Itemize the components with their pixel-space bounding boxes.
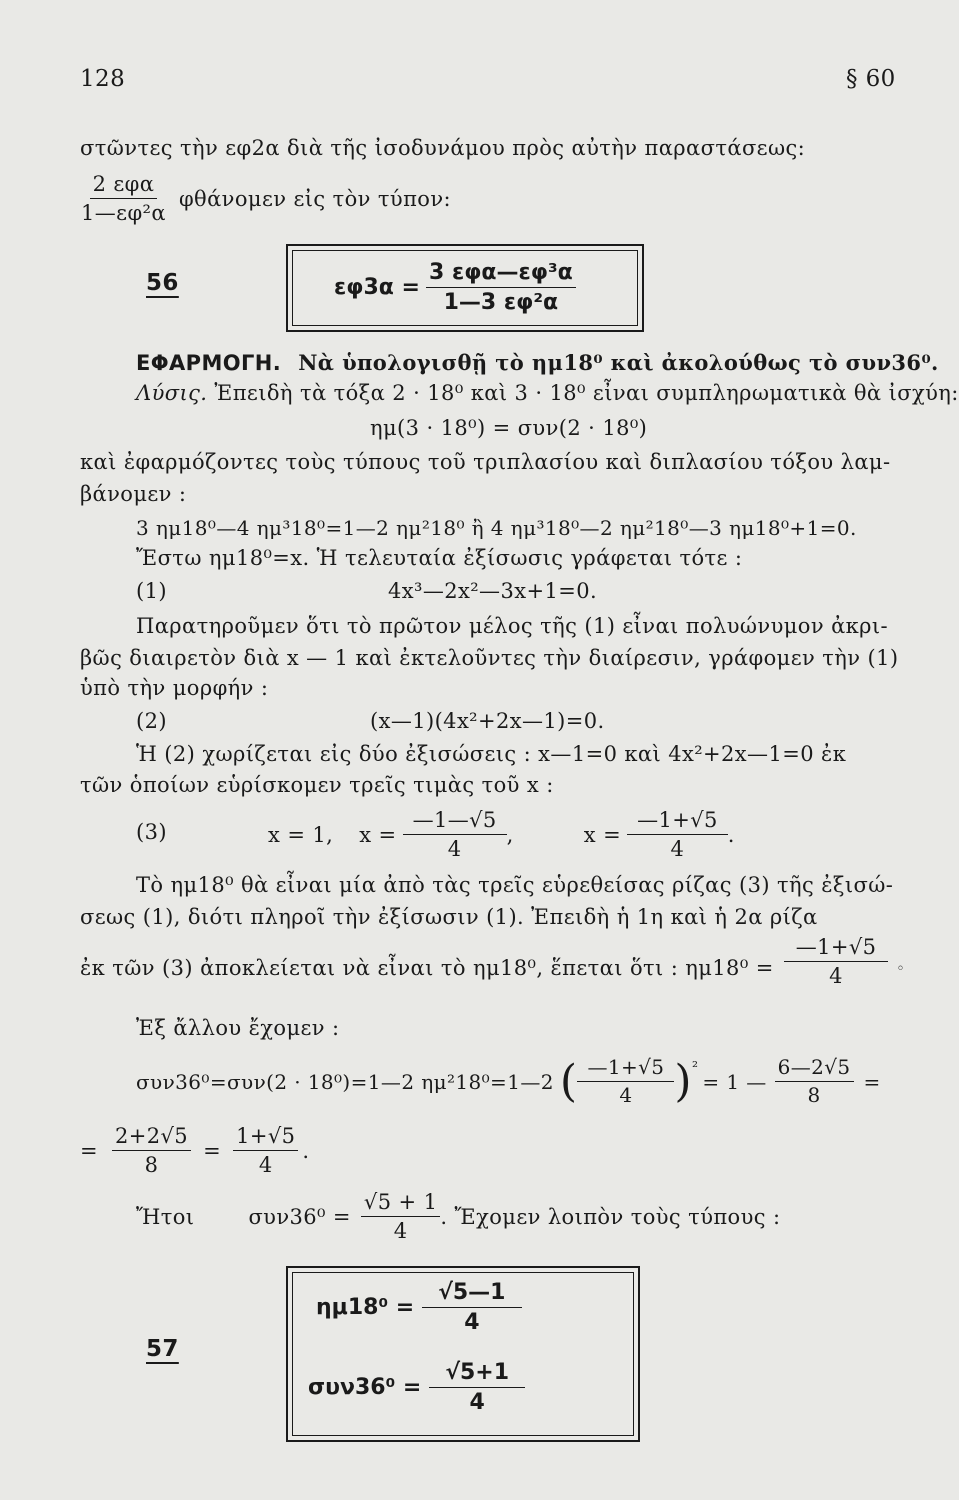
equation-2: (x—1)(4x²+2x—1)=0. (370, 709, 605, 733)
fraction-numerator: 3 εφα—εφ³α (426, 260, 576, 288)
fraction-denominator: 4 (447, 837, 462, 862)
fraction-numerator: 6—2√5 (775, 1056, 854, 1082)
cos36-mid: = 1 — (702, 1069, 767, 1094)
root-1: x = 1, (268, 822, 334, 847)
cos36-fraction-2 (112, 1124, 191, 1177)
substitution-line: Ἔστω ημ18⁰=x. Ἡ τελευταία ἐξίσωσις γράφεται τότε : (136, 546, 743, 570)
fraction-denominator: 4 (829, 964, 843, 989)
text-line: Ἡ (2) χωρίζεται εἰς δύο ἐξισώσεις : x—1=0 καὶ 4x²+2x—1=0 ἐκ (136, 742, 847, 766)
solution-text: Ἐπειδὴ τὰ τόξα 2 · 18⁰ καὶ 3 · 18⁰ εἶναι συμπληρωματικὰ θὰ ἰσχύη: (214, 381, 959, 405)
cos36-fraction (429, 1360, 525, 1416)
fraction-numerator: 1+√5 (233, 1124, 298, 1151)
root-3-fraction (627, 808, 728, 861)
formula-56 (334, 260, 576, 316)
fraction-denominator: 4 (469, 1390, 485, 1416)
formula-57-cos (308, 1360, 525, 1416)
solution-line (136, 381, 959, 405)
application-task: Νὰ ὑπολογισθῇ τὸ ημ18⁰ καὶ ἀκολούθως τὸ συν36⁰. (298, 350, 939, 375)
cos36-lhs: συν36⁰ = (308, 1375, 422, 1401)
cos36-derivation (136, 1056, 881, 1107)
end-mark: ◦ (896, 960, 906, 977)
text-line: βῶς διαιρετὸν διὰ x — 1 καὶ ἐκτελοῦντες τὴν διαίρεσιν, γράφομεν τὴν (1) (80, 646, 899, 670)
text-line: Παρατηροῦμεν ὅτι τὸ πρῶτον μέλος τῆς (1) εἶναι πολυώνυμον ἀκρι- (136, 614, 889, 638)
fraction-numerator: 2+2√5 (112, 1124, 191, 1151)
equals: = (203, 1138, 222, 1163)
fraction-denominator: 4 (670, 837, 685, 862)
left-paren: ( (559, 1055, 578, 1107)
itoi-fraction (361, 1190, 440, 1243)
exponent: ² (691, 1058, 699, 1076)
tan-double-fraction (78, 172, 169, 225)
fraction-denominator: 4 (393, 1219, 408, 1244)
formula-57-number: 57 (146, 1336, 179, 1362)
root-conclusion-line (80, 935, 905, 988)
sin18-fraction (422, 1280, 521, 1336)
solution-label: Λύσις. (136, 381, 208, 405)
itoi-lhs: συν36⁰ = (248, 1204, 351, 1229)
page-number: 128 (80, 66, 126, 92)
fraction-denominator: 4 (258, 1153, 273, 1178)
fraction-denominator: 8 (144, 1153, 159, 1178)
equation-1-label: (1) (136, 579, 167, 603)
comma: , (506, 822, 514, 847)
itoi-rest: . Ἔχομεν λοιπὸν τοὺς τύπους : (440, 1204, 781, 1229)
root-2-fraction (403, 808, 507, 861)
text-line: καὶ ἐφαρμόζοντες τοὺς τύπους τοῦ τριπλασίου καὶ διπλασίου τόξου λαμ- (80, 450, 891, 474)
cos36-paren-fraction (577, 1056, 674, 1107)
root-2-lhs: x = (359, 822, 397, 847)
fraction-denominator: 1—3 εφ²α (443, 290, 559, 316)
formula-57-box (286, 1266, 640, 1442)
sin18-fraction (784, 935, 889, 988)
expanded-equation: 3 ημ18⁰—4 ημ³18⁰=1—2 ημ²18⁰ ἢ 4 ημ³18⁰—2 ημ²18⁰—3 ημ18⁰+1=0. (136, 516, 857, 540)
formula-56-number: 56 (146, 270, 179, 296)
text-line: βάνομεν : (80, 482, 187, 506)
fraction-denominator: 4 (619, 1083, 633, 1107)
fraction-denominator: 8 (807, 1083, 821, 1107)
equals: = (863, 1069, 881, 1094)
fraction-numerator: —1—√5 (403, 808, 507, 835)
cos36-fraction (775, 1056, 854, 1107)
formula-56-box (286, 244, 644, 332)
text-line: τῶν ὁποίων εὑρίσκομεν τρεῖς τιμὰς τοῦ x : (80, 773, 554, 797)
right-paren: ) (674, 1055, 692, 1107)
equation-1: 4x³—2x²—3x+1=0. (388, 579, 598, 603)
formula-56-fraction (426, 260, 576, 316)
fraction-numerator: —1+√5 (627, 808, 728, 835)
complementary-equation: ημ(3 · 18⁰) = συν(2 · 18⁰) (370, 416, 648, 440)
fraction-denominator: 1—εφ²α (81, 201, 166, 226)
root-3-lhs: x = (583, 822, 622, 847)
period: . (302, 1138, 310, 1163)
period: . (727, 822, 735, 847)
formula-56-lhs: εφ3α = (334, 275, 420, 301)
root-conclusion-text: ἐκ τῶν (3) ἀποκλείεται νὰ εἶναι τὸ ημ18⁰, ἕπεται ὅτι : ημ18⁰ = (80, 955, 774, 980)
text-line: Τὸ ημ18⁰ θὰ εἶναι μία ἀπὸ τὰς τρεῖς εὑρεθείσας ρίζας (3) τῆς ἐξισώ- (136, 873, 894, 897)
fraction-numerator: —1+√5 (784, 935, 889, 962)
equation-3-label: (3) (136, 820, 167, 844)
sin18-lhs: ημ18⁰ = (316, 1295, 415, 1321)
result-line (136, 1190, 780, 1243)
cos36-lhs: συν36⁰=συν(2 · 18⁰)=1—2 ημ²18⁰=1—2 (136, 1069, 554, 1094)
text-line: Ἐξ ἄλλου ἔχομεν : (136, 1016, 340, 1040)
equals: = (80, 1138, 98, 1163)
section-number: § 60 (846, 66, 896, 92)
fraction-numerator: √5+1 (429, 1360, 525, 1388)
fraction-numerator: √5 + 1 (361, 1190, 440, 1217)
text-line: σεως (1), διότι πληροῖ τὴν ἐξίσωσιν (1). Ἐπειδὴ ἡ 1η καὶ ἡ 2α ρίζα (80, 905, 818, 929)
fraction-denominator: 4 (464, 1310, 480, 1336)
cos36-fraction-3 (233, 1124, 298, 1177)
text-line: ὑπὸ τὴν μορφήν : (80, 676, 269, 700)
formula-57-sin (316, 1280, 522, 1336)
application-label: ΕΦΑΡΜΟΓΗ. (136, 351, 282, 375)
intro-text: φθάνομεν εἰς τὸν τύπον: (178, 186, 451, 211)
intro-formula-line (78, 172, 451, 225)
equation-2-label: (2) (136, 709, 167, 733)
itoi-label: Ἤτοι (136, 1204, 195, 1229)
intro-line: στῶντες τὴν εφ2α διὰ τῆς ἰσοδυνάμου πρὸς αὐτὴν παραστάσεως: (80, 136, 806, 160)
application-heading (136, 350, 939, 375)
fraction-numerator: —1+√5 (577, 1056, 674, 1082)
cos36-simplify (80, 1124, 309, 1177)
fraction-numerator: 2 εφα (90, 172, 158, 199)
fraction-numerator: √5—1 (422, 1280, 521, 1308)
equation-3 (268, 808, 735, 861)
